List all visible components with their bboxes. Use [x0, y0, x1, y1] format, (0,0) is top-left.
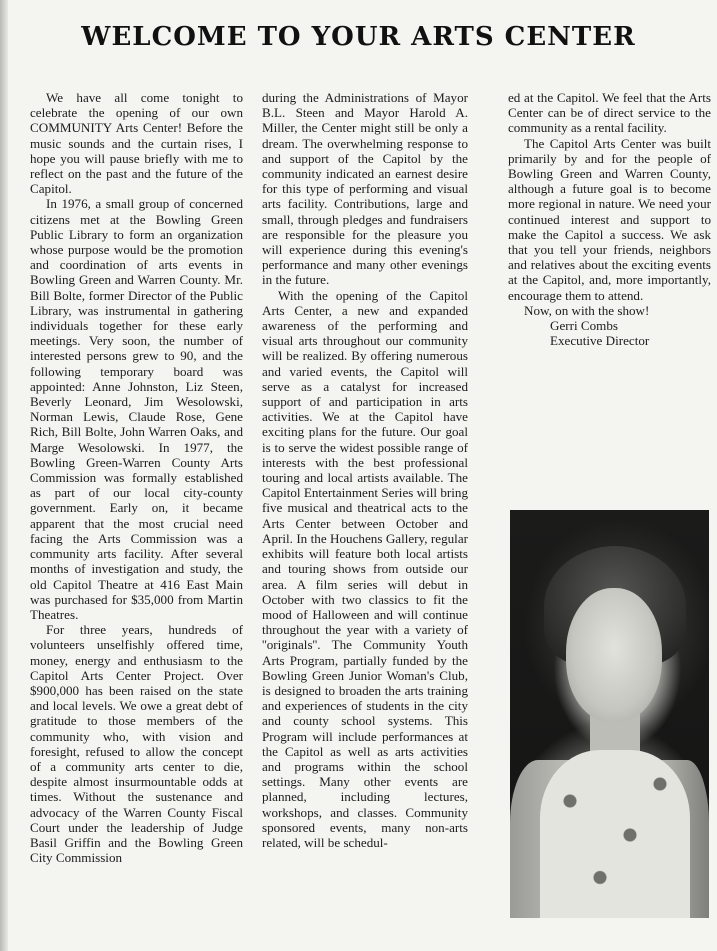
signature-name: Gerri Combs [550, 318, 619, 334]
portrait-photo [510, 510, 709, 918]
paragraph: during the Administrations of Mayor B.L. Steen and Mayor Harold A. Miller, the Center might still be only a dream. The overwhelming response to and support of the Capitol by the community indicated an earnest desire for this type of performing and visual arts facility. Contributions, large and small, through pledges and fundraisers are responsible for the pleasure you will experience during this evening's performance and many other evenings in the future. [262, 90, 468, 288]
photo-face [566, 588, 662, 722]
article-column-1 [30, 90, 243, 865]
paragraph: ed at the Capitol. We feel that the Arts Center can be of direct service to the community as a rental facility. [508, 90, 711, 136]
paragraph: For three years, hundreds of volunteers unselfishly offered time, money, energy and enthusiasm to the Capitol Arts Center Project. Over $900,000 has been raised on the state and local levels. We owe a great debt of gratitude to those members of the community who, with vision and foresight, refused to allow the concept of a community arts center to die, despite almost insurmountable odds at times. Without the sustenance and advocacy of the Warren County Fiscal Court under the leadership of Judge Basil Griffin and the Bowling Green City Commission [30, 622, 243, 866]
photo-blouse [540, 750, 690, 918]
signature-title: Executive Director [550, 333, 650, 349]
paragraph: With the opening of the Capitol Arts Center, a new and expanded awareness of the performing and visual arts throughout our community will be realized. By offering numerous and varied events, the Capitol will serve as a catalyst for increased support of and participation in arts activities. We at the Capitol have exciting plans for the future. Our goal is to serve the widest possible range of interests with the best professional touring and local artists available. The Capitol Entertainment Series will bring five musical and theatrical acts to the Arts Center between October and April. In the Houchens Gallery, regular exhibits will feature both local artists and touring shows from outside our area. A film series will debut in October with two classics to fit the mood of Halloween and will continue throughout the year with a variety of ''originals''. The Community Youth Arts Program, partially funded by the Bowling Green Junior Woman's Club, is designed to broaden the arts training and experiences of students in the city and county school systems. This Program will include performances at the Capitol as well as arts activities and programs within the school settings. Many other events are planned, including lectures, workshops, and classes. Community sponsored events, many non-arts related, will be schedul- [262, 287, 468, 850]
article-column-2 [262, 90, 468, 850]
article-column-3 [508, 90, 711, 348]
page-headline: WELCOME TO YOUR ARTS CENTER [81, 22, 636, 52]
paragraph: The Capitol Arts Center was built primarily by and for the people of Bowling Green and Warren County, although a future goal is to become more regional in nature. We need your continued interest and support to make the Capitol a success. We ask that you tell your friends, neighbors and relatives about the exciting events at the Capitol, and, more importantly, encourage them to attend. [508, 135, 711, 303]
paragraph: Now, on with the show! [524, 302, 650, 318]
paragraph: In 1976, a small group of concerned citizens met at the Bowling Green Public Library to form an organization whose purpose would be the promotion and coordination of arts events in Bowling Green and Warren County. Mr. Bill Bolte, former Director of the Public Library, was instrumental in gathering individuals together for these early meetings. Very soon, the number of interested persons grew to 90, and the following temporary board was appointed: Anne Johnston, Liz Steen, Beverly Leonard, Jim Wesolowski, Norman Lewis, Claude Rose, Gene Rich, Bill Bolte, John Warren Oaks, and Marge Wesolowski. In 1977, the Bowling Green-Warren County Arts Commission was formally established as part of our local city-county government. Early on, it became apparent that the most crucial need facing the Arts Commission was a community arts facility. After several months of investigation and study, the old Capitol Theatre at 416 East Main was purchased for $35,000 from Martin Theatres. [30, 196, 243, 622]
page-binding-edge [0, 0, 8, 951]
paragraph: We have all come tonight to celebrate the opening of our own COMMUNITY Arts Center! Before the music sounds and the curtain rises, I hope you will pause briefly with me to reflect on the past and the future of the Capitol. [30, 90, 243, 197]
